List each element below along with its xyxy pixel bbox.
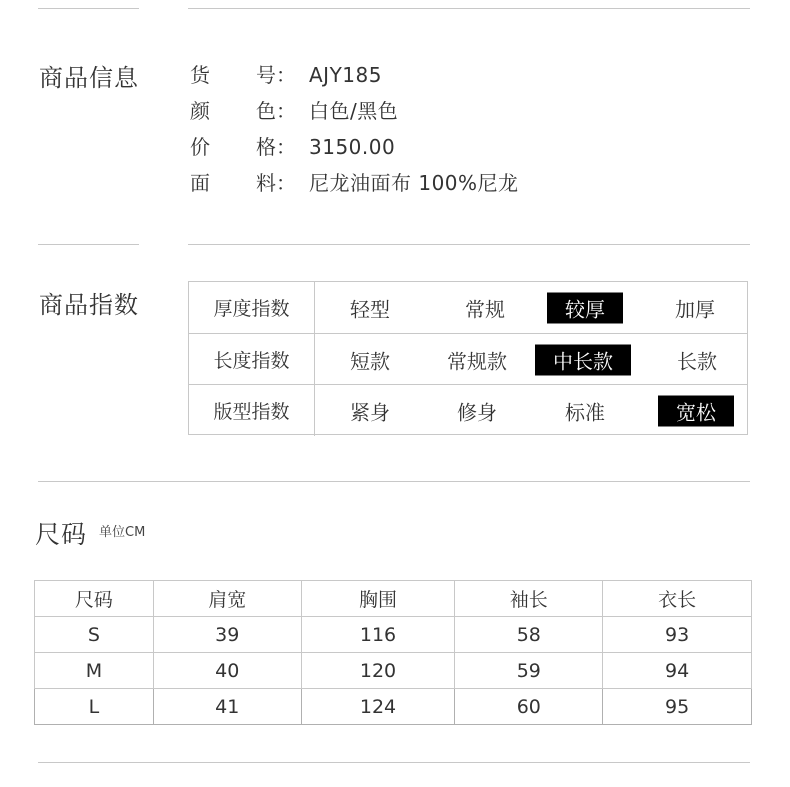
header-cell: 胸围 <box>301 581 455 617</box>
table-row <box>35 617 752 653</box>
index-option-selected: 中长款 <box>535 344 631 375</box>
index-row-fit <box>189 384 747 436</box>
index-row-label: 长度指数 <box>189 334 315 385</box>
bottom-divider <box>38 762 750 763</box>
header-cell: 衣长 <box>603 581 752 617</box>
table-cell: 39 <box>153 617 301 653</box>
color-label-2: 色： <box>256 99 296 123</box>
index-option: 加厚 <box>675 297 715 321</box>
header-cell: 袖长 <box>455 581 603 617</box>
sku-label-1: 货 <box>190 63 210 87</box>
size-table-header <box>35 581 752 617</box>
table-cell: 40 <box>153 653 301 689</box>
mid-divider-left <box>38 244 139 245</box>
sku-label-2: 号： <box>256 63 296 87</box>
sku-value: AJY185 <box>309 63 382 87</box>
index-option: 长款 <box>677 349 717 373</box>
table-cell: 120 <box>301 653 455 689</box>
index-option: 短款 <box>350 349 390 373</box>
index-option-selected: 较厚 <box>547 292 623 323</box>
price-value: 3150.00 <box>309 135 396 159</box>
product-info-title: 商品信息 <box>39 64 139 92</box>
index-row-label: 版型指数 <box>189 385 315 436</box>
product-index-title: 商品指数 <box>39 291 139 319</box>
header-cell: 尺码 <box>35 581 154 617</box>
table-row <box>35 653 752 689</box>
table-cell: 58 <box>455 617 603 653</box>
table-cell: 95 <box>603 689 752 725</box>
table-cell: 94 <box>603 653 752 689</box>
color-value: 白色/黑色 <box>309 99 399 123</box>
color-label-1: 颜 <box>190 99 210 123</box>
price-label-2: 格： <box>256 135 296 159</box>
size-unit: 单位CM <box>99 525 146 540</box>
index-option: 标准 <box>565 400 605 424</box>
index-option: 常规款 <box>447 349 507 373</box>
table-cell: 124 <box>301 689 455 725</box>
table-cell: 116 <box>301 617 455 653</box>
index-row-thickness <box>189 282 747 333</box>
table-cell: 60 <box>455 689 603 725</box>
table-cell: 59 <box>455 653 603 689</box>
size-title: 尺码 <box>35 520 88 549</box>
index-row-length <box>189 333 747 385</box>
index-option: 常规 <box>465 297 505 321</box>
size-table <box>34 580 752 725</box>
product-index-table <box>188 281 748 435</box>
top-divider-right <box>188 8 750 9</box>
fabric-value: 尼龙油面布 100%尼龙 <box>309 171 519 195</box>
size-cell: L <box>35 689 154 725</box>
index-option-selected: 宽松 <box>658 395 734 426</box>
size-cell: S <box>35 617 154 653</box>
mid-divider-right <box>188 244 750 245</box>
table-cell: 93 <box>603 617 752 653</box>
price-label-1: 价 <box>190 135 210 159</box>
index-option: 轻型 <box>350 297 390 321</box>
size-divider <box>38 481 750 482</box>
fabric-label-2: 料： <box>256 171 296 195</box>
index-option: 修身 <box>457 400 497 424</box>
size-cell: M <box>35 653 154 689</box>
top-divider-left <box>38 8 139 9</box>
header-cell: 肩宽 <box>153 581 301 617</box>
table-cell: 41 <box>153 689 301 725</box>
index-option: 紧身 <box>350 400 390 424</box>
index-row-label: 厚度指数 <box>189 282 315 333</box>
fabric-label-1: 面 <box>190 171 210 195</box>
table-row <box>35 689 752 725</box>
